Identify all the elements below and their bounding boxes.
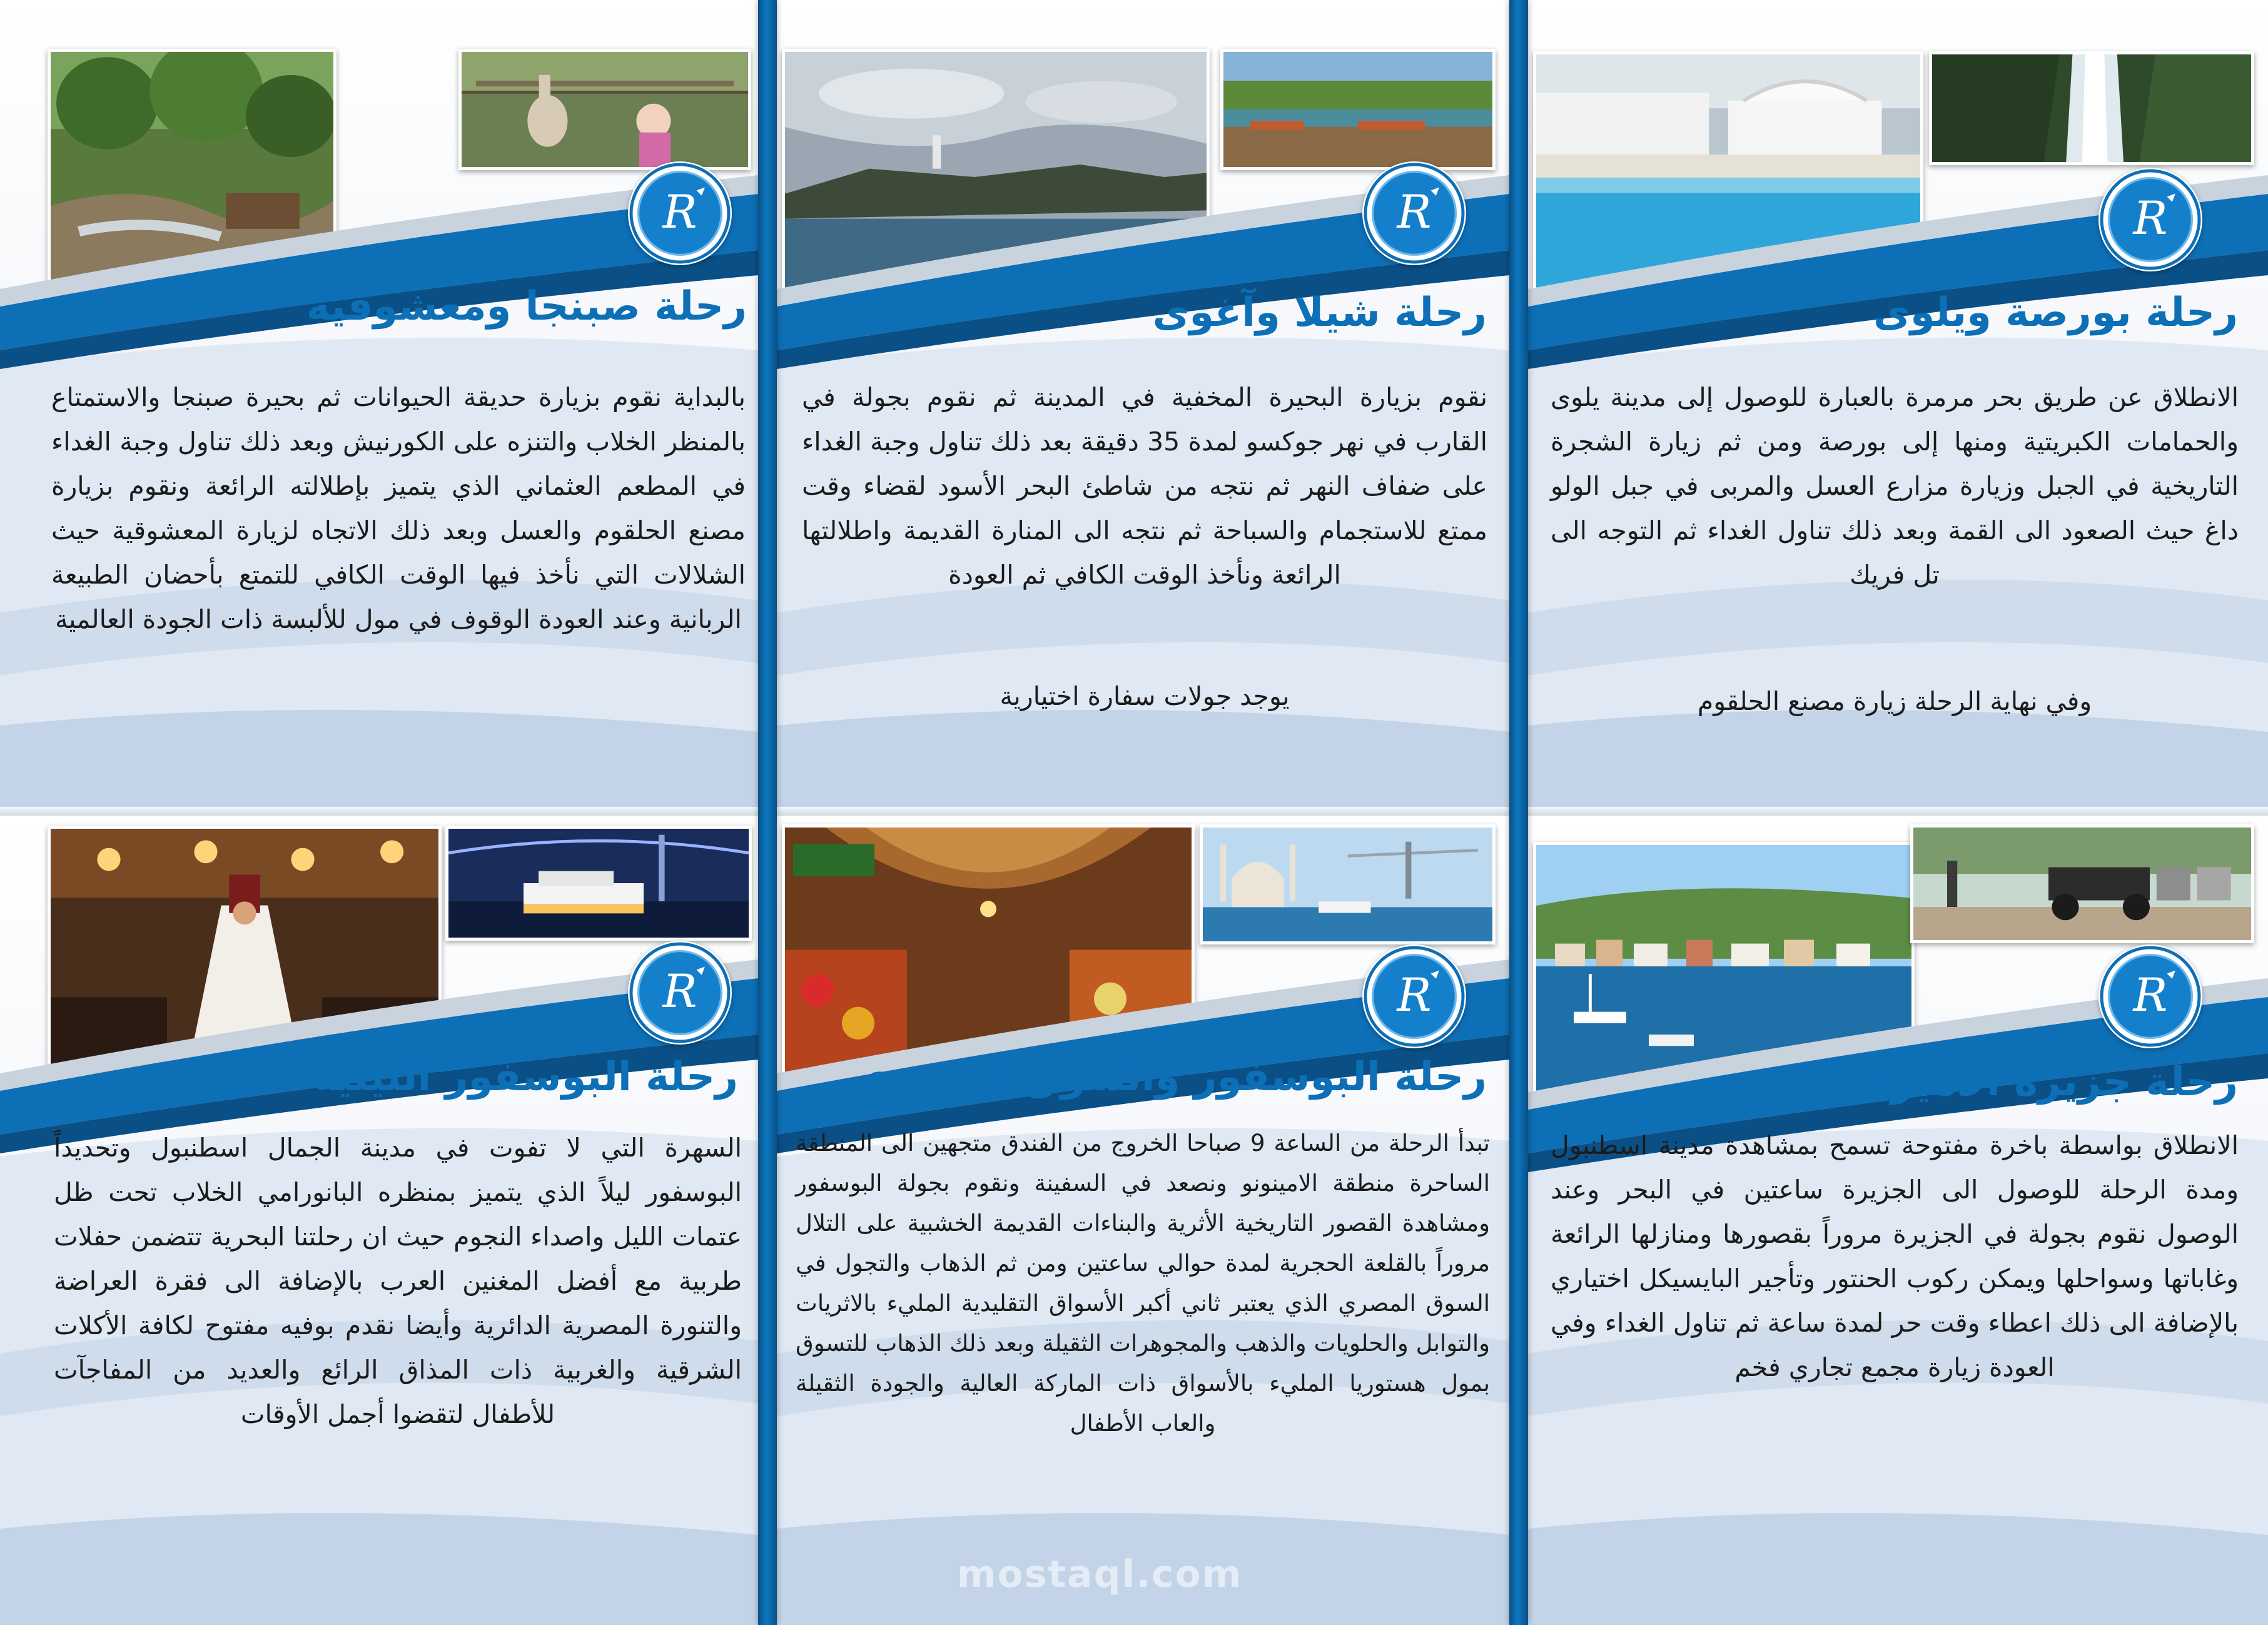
trip-description: نقوم بزيارة البحيرة المخفية في المدينة ثم نقوم بجولة في القارب في نهر جوكسو لمدة 35 دقيقة بعد ذلك تناول وجبة الغداء على ضفاف النهر ثم نتجه من شاطئ البحر الأسود لقضاء وقت ممتع للاستجمام والسباحة ثم نتجه الى المنارة القديمة واطلالتها الرائعة ونأخذ الوقت الكافي ثم العودة (802, 382, 1487, 590)
company-logo-icon (628, 161, 732, 265)
column-divider (758, 0, 777, 1625)
column-divider (1509, 0, 1528, 1625)
svg-text:R: R (1397, 969, 1432, 1023)
svg-text:R: R (1397, 186, 1432, 240)
trip-title: رحلة بورصة ويلوى (1873, 290, 2238, 336)
trip-photo-side (458, 49, 751, 170)
trip-photo-side (445, 826, 752, 941)
trip-photo-side (1929, 51, 2254, 165)
svg-text:R: R (662, 186, 697, 240)
trip-description: بالبداية نقوم بزيارة حديقة الحيوانات ثم بحيرة صبنجا والاستمتاع بالمنظر الخلاب والتنزه على الكورنيش وبعد ذلك تناول وجبة الغداء في المطعم العثماني الذي يتميز بإطلالته الرائعة ونقوم بزيارة مصنع الحلقوم والعسل وبعد ذلك الاتجاه لزيارة المعشوقية حيث الشلالات التي نأخذ فيها الوقت الكافي للتمتع بأحضان الطبيعة الربانية وعند العودة الوقوف في مول للألبسة ذات الجودة العالمية (51, 382, 746, 634)
trip-description: الانطلاق بواسطة باخرة مفتوحة تسمح بمشاهدة مدينة اسطنبول ومدة الرحلة للوصول الى الجزيرة ساعتين في البحر وعند الوصول نقوم بجولة في الجزيرة مروراً بقصورها ومنازلها الرائعة وغاباتها وسواحلها ويمكن ركوب الحنتور وتأجير البايسيكل اختياري بالإضافة الى ذلك اعطاء وقت حر لمدة ساعة ثم تناول الغداء وفي العودة زيارة مجمع تجاري فخم (1551, 1130, 2239, 1382)
company-logo-icon (628, 941, 732, 1045)
svg-text:R: R (2133, 969, 2168, 1023)
trip-footnote: وفي نهاية الرحلة زيارة مصنع الحلقوم (1697, 686, 2092, 716)
trip-panel-bursa-yalova (1528, 0, 2268, 807)
svg-text:R: R (662, 965, 697, 1019)
trip-panel-sapanca (0, 0, 758, 807)
trip-title: رحلة صبنجا ومعشوقية (306, 283, 747, 330)
trip-description: الانطلاق عن طريق بحر مرمرة بالعبارة للوصول إلى مدينة يلوى والحمامات الكبريتية ومنها إلى بورصة ومن ثم زيارة الشجرة التاريخية في الجبل وزيارة مزارع العسل والمربى في جبل الولو داغ حيث الصعود الى القمة وبعد ذلك تناول الغداء ثم التوجه الى تل فريك (1551, 382, 2239, 590)
trip-panel-princes-islands (1528, 816, 2268, 1625)
company-logo-icon (1362, 161, 1466, 265)
company-logo-icon (2098, 168, 2202, 271)
svg-text:R: R (2133, 192, 2168, 246)
trip-title: رحلة جزيرة الأميرات (1836, 1059, 2238, 1105)
company-logo-icon (2098, 944, 2202, 1048)
trip-panel-bosphorus-bazaar (777, 816, 1509, 1625)
trip-photo-side (1910, 824, 2254, 943)
company-logo-icon (1362, 944, 1466, 1048)
watermark: mostaql.com (957, 1552, 1243, 1596)
trip-panel-sile-agva (777, 0, 1509, 807)
trip-description: السهرة التي لا تفوت في مدينة الجمال اسطنبول وتحديداً البوسفور ليلاً الذي يتميز بمنظره البانورامي الخلاب تحت ظل عتمات الليل واصداء النجوم حيث ان رحلتنا البحرية تتضمن حفلات طربية مع أفضل المغنين العرب بالإضافة الى فقرة العراضة والتنورة المصرية الدائرية وأيضا نقدم بوفيه مفتوح لكافة الأكلات الشرقية والغربية ذات المذاق الرائع والعديد من المفاجآت للأطفال لتقضوا أجمل الأوقات (54, 1133, 742, 1429)
trip-description: تبدأ الرحلة من الساعة 9 صباحا الخروج من الفندق متجهين الى المنطقة الساحرة منطقة الامينونو ونصعد في السفينة ونقوم بجولة البوسفور ومشاهدة القصور التاريخية الأثرية والبناءات القديمة الخشبية على التلال مروراً بالقلعة الحجرية لمدة حوالي ساعتين ومن ثم الذهاب والتجول في السوق المصري الذي يعتبر ثاني أكبر الأسواق التقليدية المليء بالاثريات والتوابل والحلويات والذهب والمجوهرات الثقيلة وبعد ذلك الذهاب للتسوق بمول هستوريا المليء بالأسواق ذات الماركة العالية والجودة الثقيلة والعاب الأطفال (796, 1130, 1490, 1437)
trip-title: رحلة البوسفور الليلية (313, 1054, 738, 1100)
trip-title: رحلة شيلا وآغوى (1152, 290, 1487, 336)
trip-photo-side (1200, 824, 1496, 944)
trip-photo-side (1220, 49, 1496, 170)
row-separator (0, 807, 2268, 816)
trip-footnote: يوجد جولات سفارة اختيارية (1000, 681, 1290, 711)
trip-title: رحلة البوسفور والسوق المصري (854, 1054, 1487, 1100)
trip-panel-bosphorus-night (0, 816, 758, 1625)
